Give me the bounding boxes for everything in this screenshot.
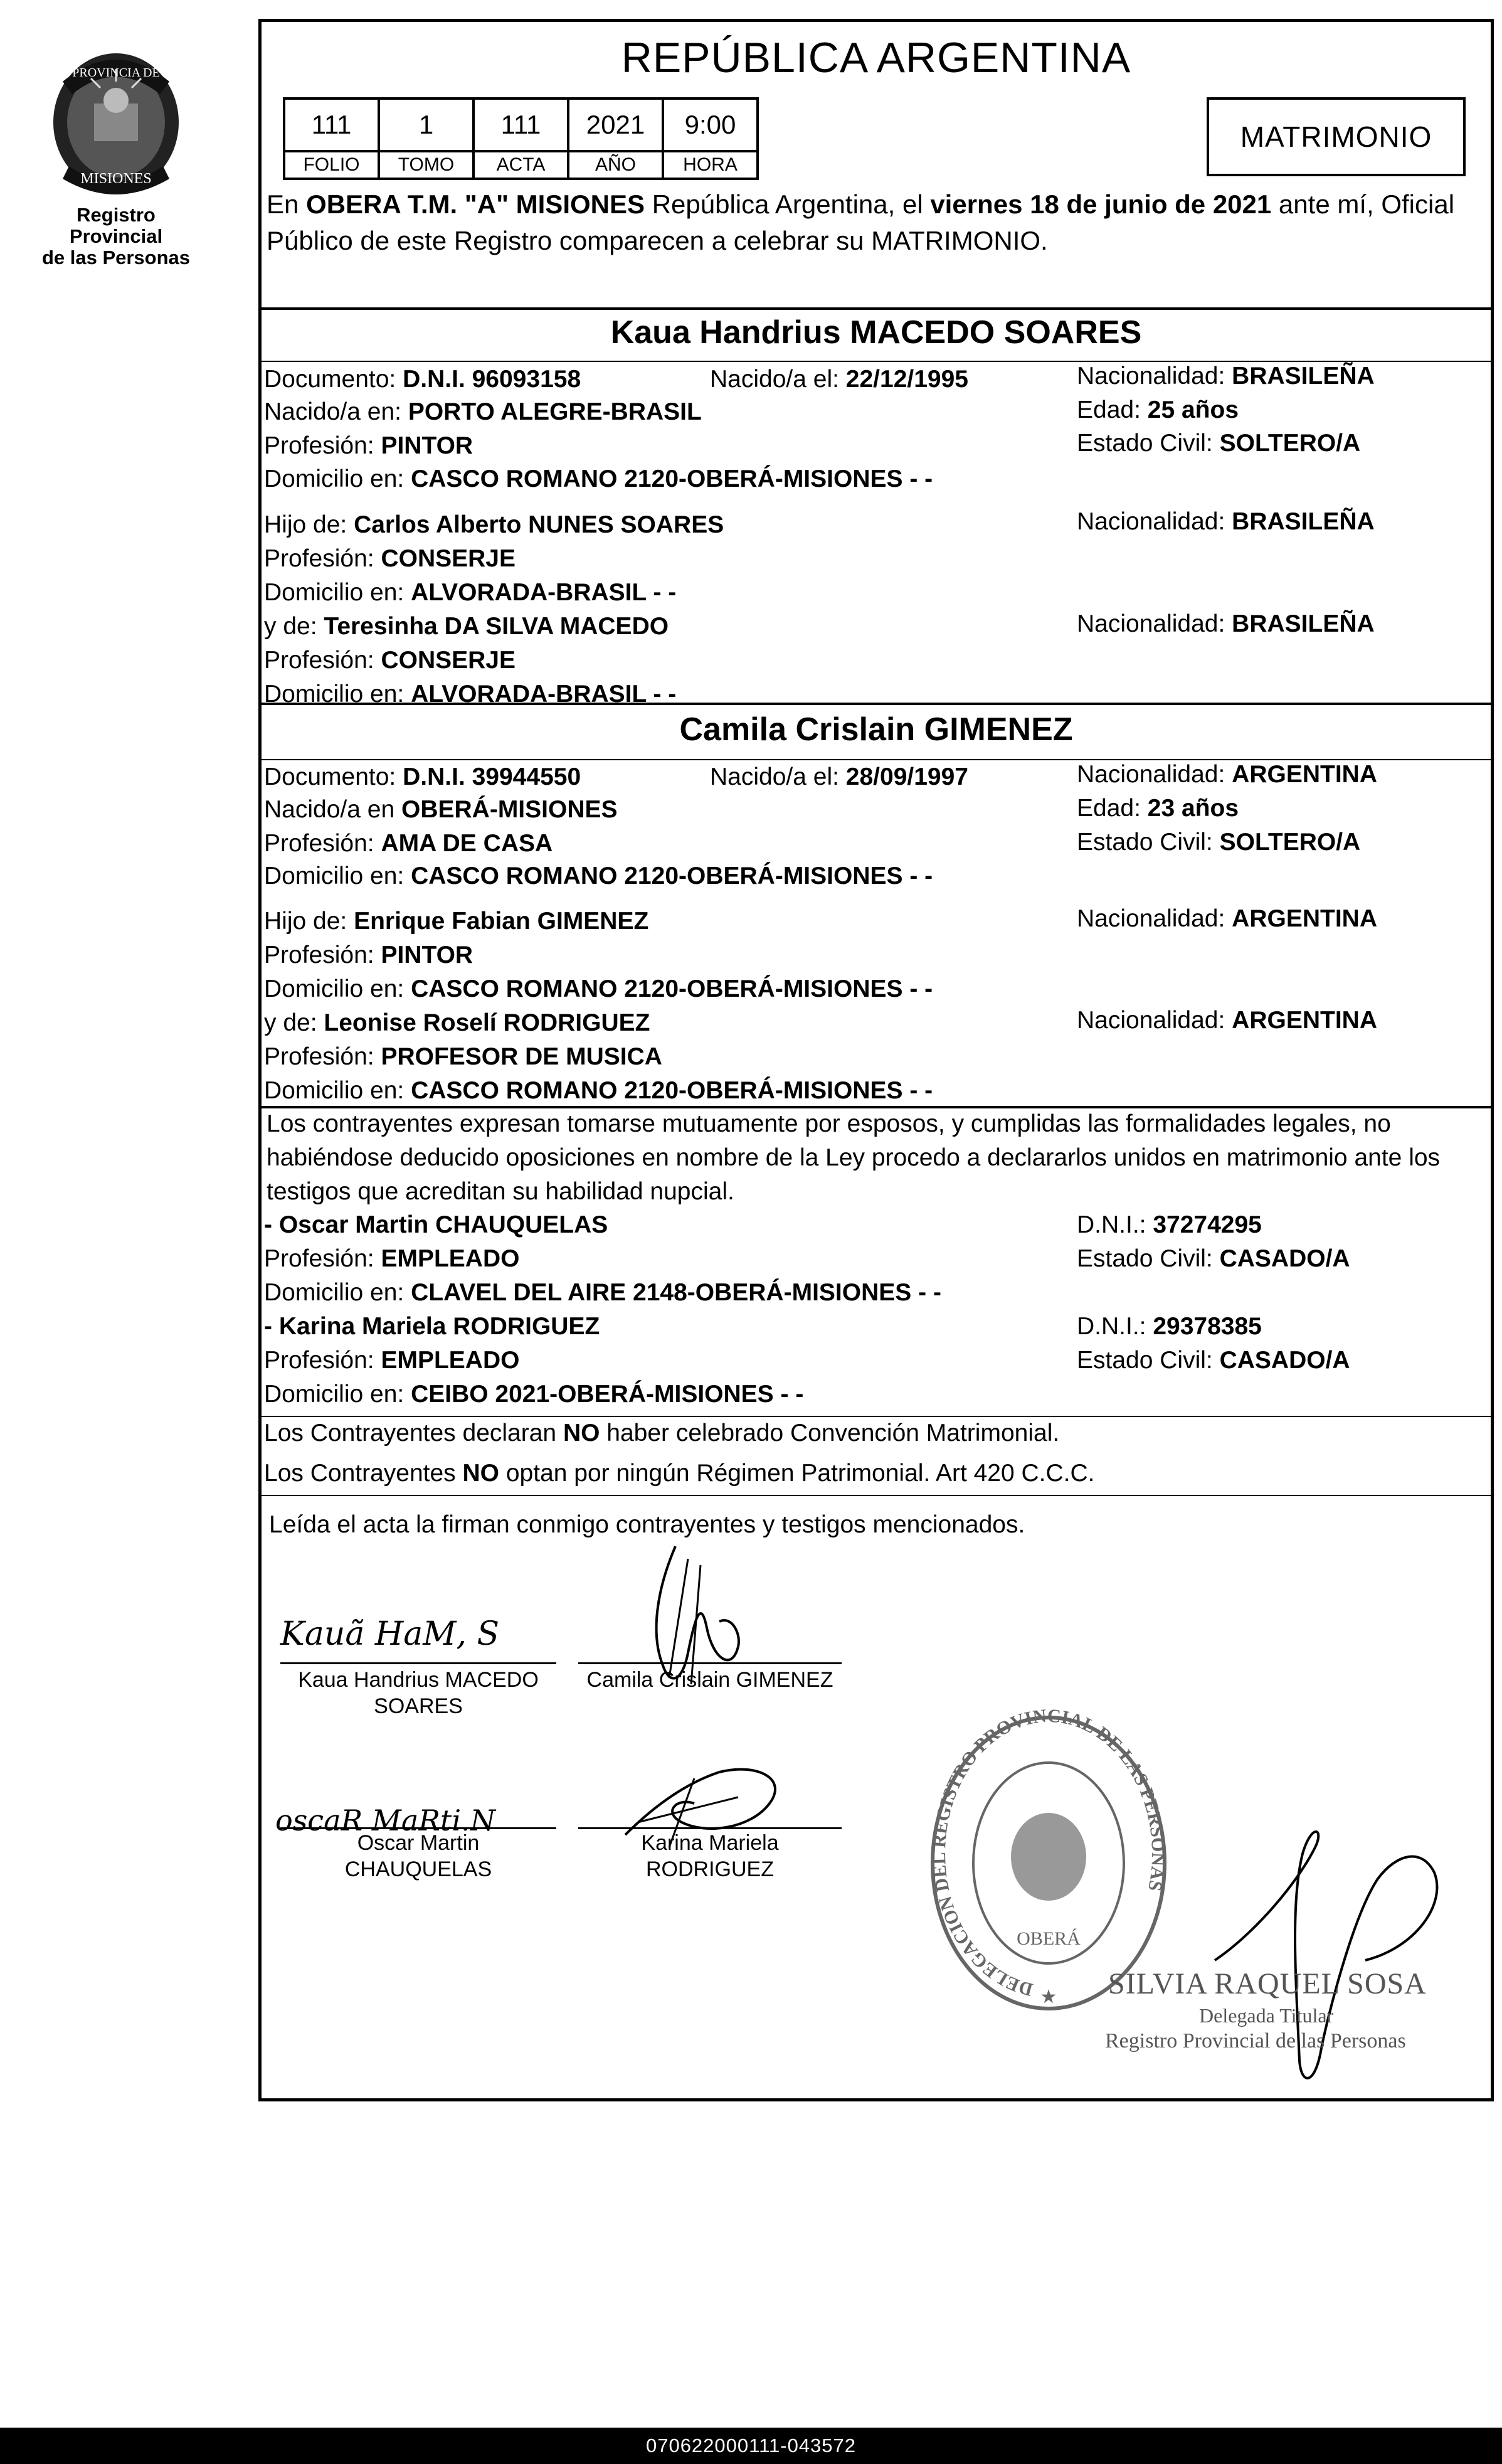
divider (262, 703, 1491, 705)
spouse2-mother: y de: Leonise Roselí RODRIGUEZ (264, 1009, 650, 1036)
witness1-address: Domicilio en: CLAVEL DEL AIRE 2148-OBERÁ-MISIONES - - (264, 1279, 941, 1306)
spouse2-birthdate: Nacido/a el: 28/09/1997 (710, 763, 968, 790)
signature-label-witness2: Karina Mariela RODRIGUEZ (641, 1831, 779, 1881)
svg-text:PROVINCIA DE: PROVINCIA DE (72, 66, 160, 80)
spouse2-father: Hijo de: Enrique Fabian GIMENEZ (264, 908, 649, 935)
spouse2-father-profession: Profesión: PINTOR (264, 942, 473, 969)
spouse1-name: Kaua Handrius MACEDO SOARES (610, 314, 1142, 351)
registry-logo (31, 44, 201, 268)
signature-witness1: oscaR MaRti.N (275, 1803, 495, 1837)
witness1-dni: D.N.I.: 37274295 (1077, 1211, 1262, 1238)
witness2-address: Domicilio en: CEIBO 2021-OBERÁ-MISIONES - - (264, 1381, 804, 1408)
witness2-civil-status: Estado Civil: CASADO/A (1077, 1347, 1350, 1374)
year-label: AÑO (568, 151, 663, 179)
spouse2-mother-nationality: Nacionalidad: ARGENTINA (1077, 1007, 1378, 1034)
spouse1-mother-address: Domicilio en: ALVORADA-BRASIL - - (264, 681, 677, 708)
signature-line (280, 1662, 556, 1664)
tomo-label: TOMO (379, 151, 473, 179)
convention-line2: Los Contrayentes NO optan por ningún Régimen Patrimonial. Art 420 C.C.C. (264, 1460, 1095, 1487)
divider (262, 759, 1491, 760)
svg-text:DELEGACION DEL REGISTRO PROVIN: DELEGACION DEL REGISTRO PROVINCIAL DE LAS PERSONAS (928, 1709, 1169, 2000)
acta-label: ACTA (473, 151, 568, 179)
logo-caption: Registro Provincial de las Personas (41, 204, 191, 268)
divider (262, 1416, 1491, 1417)
spouse1-mother-profession: Profesión: CONSERJE (264, 647, 516, 674)
acta-value: 111 (473, 98, 568, 151)
spouse2-civil-status: Estado Civil: SOLTERO/A (1077, 829, 1361, 856)
hour-value: 9:00 (663, 98, 758, 151)
witness2-name: - Karina Mariela RODRIGUEZ (264, 1313, 600, 1340)
spouse1-mother: y de: Teresinha DA SILVA MACEDO (264, 613, 669, 640)
divider (262, 1495, 1491, 1496)
signature-official-icon (1190, 1810, 1472, 2098)
signature-label-spouse1: Kaua Handrius MACEDO SOARES (298, 1668, 539, 1718)
divider (262, 307, 1491, 310)
spouse1-civil-status: Estado Civil: SOLTERO/A (1077, 430, 1361, 457)
spouse1-father-nationality: Nacionalidad: BRASILEÑA (1077, 508, 1375, 535)
tomo-value: 1 (379, 98, 473, 151)
witness2-dni: D.N.I.: 29378385 (1077, 1313, 1262, 1340)
spouse2-nationality: Nacionalidad: ARGENTINA (1077, 761, 1378, 788)
year-value: 2021 (568, 98, 663, 151)
province-shield-icon (44, 44, 188, 201)
spouse2-profession: Profesión: AMA DE CASA (264, 830, 553, 857)
divider (262, 361, 1491, 362)
witness1-name: - Oscar Martin CHAUQUELAS (264, 1211, 608, 1238)
spouse2-age: Edad: 23 años (1077, 795, 1239, 822)
spouse1-profession: Profesión: PINTOR (264, 432, 473, 459)
spouse1-father-profession: Profesión: CONSERJE (264, 545, 516, 572)
spouse2-mother-profession: Profesión: PROFESOR DE MUSICA (264, 1043, 662, 1070)
official-title: Delegada Titular (1199, 2004, 1334, 2027)
spouse2-birthplace: Nacido/a en OBERÁ-MISIONES (264, 796, 618, 823)
document-type-box: MATRIMONIO (1207, 97, 1466, 176)
spouse1-address: Domicilio en: CASCO ROMANO 2120-OBERÁ-MISIONES - - (264, 465, 933, 492)
spouse2-name: Camila Crislain GIMENEZ (679, 711, 1073, 748)
spouse2-mother-address: Domicilio en: CASCO ROMANO 2120-OBERÁ-MISIONES - - (264, 1077, 933, 1104)
spouse1-birthdate: Nacido/a el: 22/12/1995 (710, 366, 968, 393)
svg-text:OBERÁ: OBERÁ (1017, 1928, 1081, 1949)
spouse2-address: Domicilio en: CASCO ROMANO 2120-OBERÁ-MISIONES - - (264, 863, 933, 889)
signature-label-witness1: Oscar Martin CHAUQUELAS (344, 1831, 492, 1881)
certificate-frame (258, 19, 1494, 2101)
spouse2-document: Documento: D.N.I. 39944550 (264, 763, 581, 790)
folio-label: FOLIO (284, 151, 379, 179)
signature-line (578, 1662, 842, 1664)
record-metadata-table (283, 97, 759, 180)
spouse2-father-nationality: Nacionalidad: ARGENTINA (1077, 905, 1378, 932)
convention-line1: Los Contrayentes declaran NO haber celebrado Convención Matrimonial. (264, 1420, 1060, 1447)
spouse2-father-address: Domicilio en: CASCO ROMANO 2120-OBERÁ-MISIONES - - (264, 975, 933, 1002)
official-name: SILVIA RAQUEL SOSA (1108, 1967, 1427, 2000)
signature-spouse1: Kauã HaM, S (280, 1615, 500, 1653)
page-title: REPÚBLICA ARGENTINA (621, 34, 1131, 82)
spouse1-age: Edad: 25 años (1077, 396, 1239, 423)
spouse1-mother-nationality: Nacionalidad: BRASILEÑA (1077, 610, 1375, 637)
spouse1-document: Documento: D.N.I. 96093158 (264, 366, 581, 393)
witness1-profession: Profesión: EMPLEADO (264, 1245, 520, 1272)
svg-text:★: ★ (1040, 1987, 1057, 2007)
signature-line (578, 1827, 842, 1829)
declaration-paragraph: Los contrayentes expresan tomarse mutuamente por esposos, y cumplidas las formalidades legales, no habiéndose deducido oposiciones en nombre de la Ley procedo a declararlos unidos en matrimonio ante los testigos que acreditan su habilidad nupcial. (267, 1110, 1441, 1205)
closing-statement: Leída el acta la firman conmigo contrayentes y testigos mencionados. (269, 1511, 1025, 1538)
witness2-profession: Profesión: EMPLEADO (264, 1347, 520, 1374)
svg-text:MISIONES: MISIONES (80, 171, 152, 187)
hour-label: HORA (663, 151, 758, 179)
spouse1-father-address: Domicilio en: ALVORADA-BRASIL - - (264, 579, 677, 606)
witness1-civil-status: Estado Civil: CASADO/A (1077, 1245, 1350, 1272)
document-code-bar: 070622000111-043572 (0, 2428, 1502, 2464)
official-organization: Registro Provincial de las Personas (1105, 2029, 1406, 2052)
folio-value: 111 (284, 98, 379, 151)
spouse1-father: Hijo de: Carlos Alberto NUNES SOARES (264, 511, 724, 538)
intro-paragraph: En OBERA T.M. "A" MISIONES República Argentina, el viernes 18 de junio de 2021 ante mí, Oficial Público de este Registro comparecen a celebrar su MATRIMONIO. (267, 189, 1455, 255)
spouse1-birthplace: Nacido/a en: PORTO ALEGRE-BRASIL (264, 398, 702, 425)
signature-line (280, 1827, 556, 1829)
signature-label-spouse2: Camila Crislain GIMENEZ (586, 1668, 833, 1692)
spouse1-nationality: Nacionalidad: BRASILEÑA (1077, 363, 1375, 390)
